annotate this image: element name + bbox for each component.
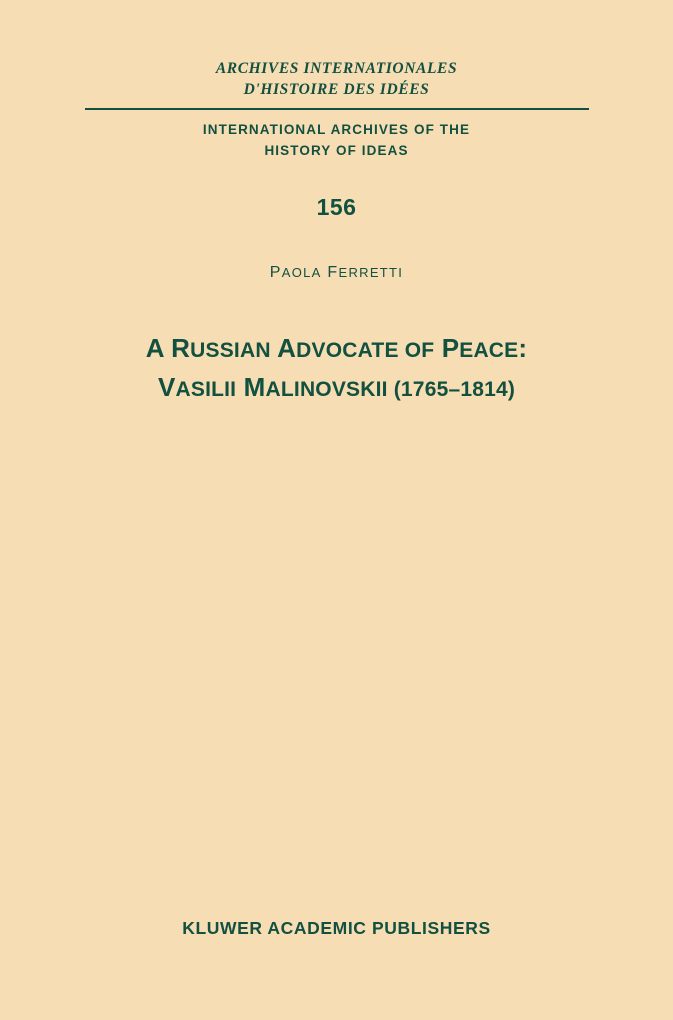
series-italic-line-2: D'HISTOIRE DES IDÉES xyxy=(243,81,430,98)
title-l1-p6: EACE xyxy=(459,339,519,362)
title-l2-p4: ALINOVSKII xyxy=(265,378,388,401)
title-l1-p5: P xyxy=(434,333,460,363)
author-last-initial: F xyxy=(327,264,339,281)
publisher-name: KLUWER ACADEMIC PUBLISHERS xyxy=(182,918,491,938)
divider-rule xyxy=(85,108,589,110)
author-last-rest: ERRETTI xyxy=(338,265,404,280)
title-line-1 xyxy=(0,330,673,369)
title-l1-p3: A xyxy=(270,333,297,363)
series-caps-line-2: HISTORY OF IDEAS xyxy=(264,143,409,158)
title-l1-p2: USSIAN xyxy=(190,339,271,362)
series-header xyxy=(0,58,673,161)
author-first-rest: AOLA xyxy=(281,265,322,280)
title-l2-p3: M xyxy=(236,372,266,402)
volume-number: 156 xyxy=(316,194,357,220)
title-l2-p2: ASILII xyxy=(175,378,237,401)
book-title xyxy=(0,330,673,408)
series-caps-line-1: INTERNATIONAL ARCHIVES OF THE xyxy=(202,122,471,137)
author-first-initial: P xyxy=(269,264,282,281)
title-l2-dates: (1765–1814) xyxy=(387,378,516,401)
author-name xyxy=(0,264,673,282)
title-l1-p1: A R xyxy=(145,333,191,363)
title-l2-p1: V xyxy=(157,372,176,402)
title-line-2 xyxy=(0,369,673,408)
title-l1-p7: : xyxy=(518,333,528,363)
series-italic-line-1: ARCHIVES INTERNATIONALES xyxy=(215,60,458,77)
title-l1-p4: DVOCATE OF xyxy=(296,339,435,362)
